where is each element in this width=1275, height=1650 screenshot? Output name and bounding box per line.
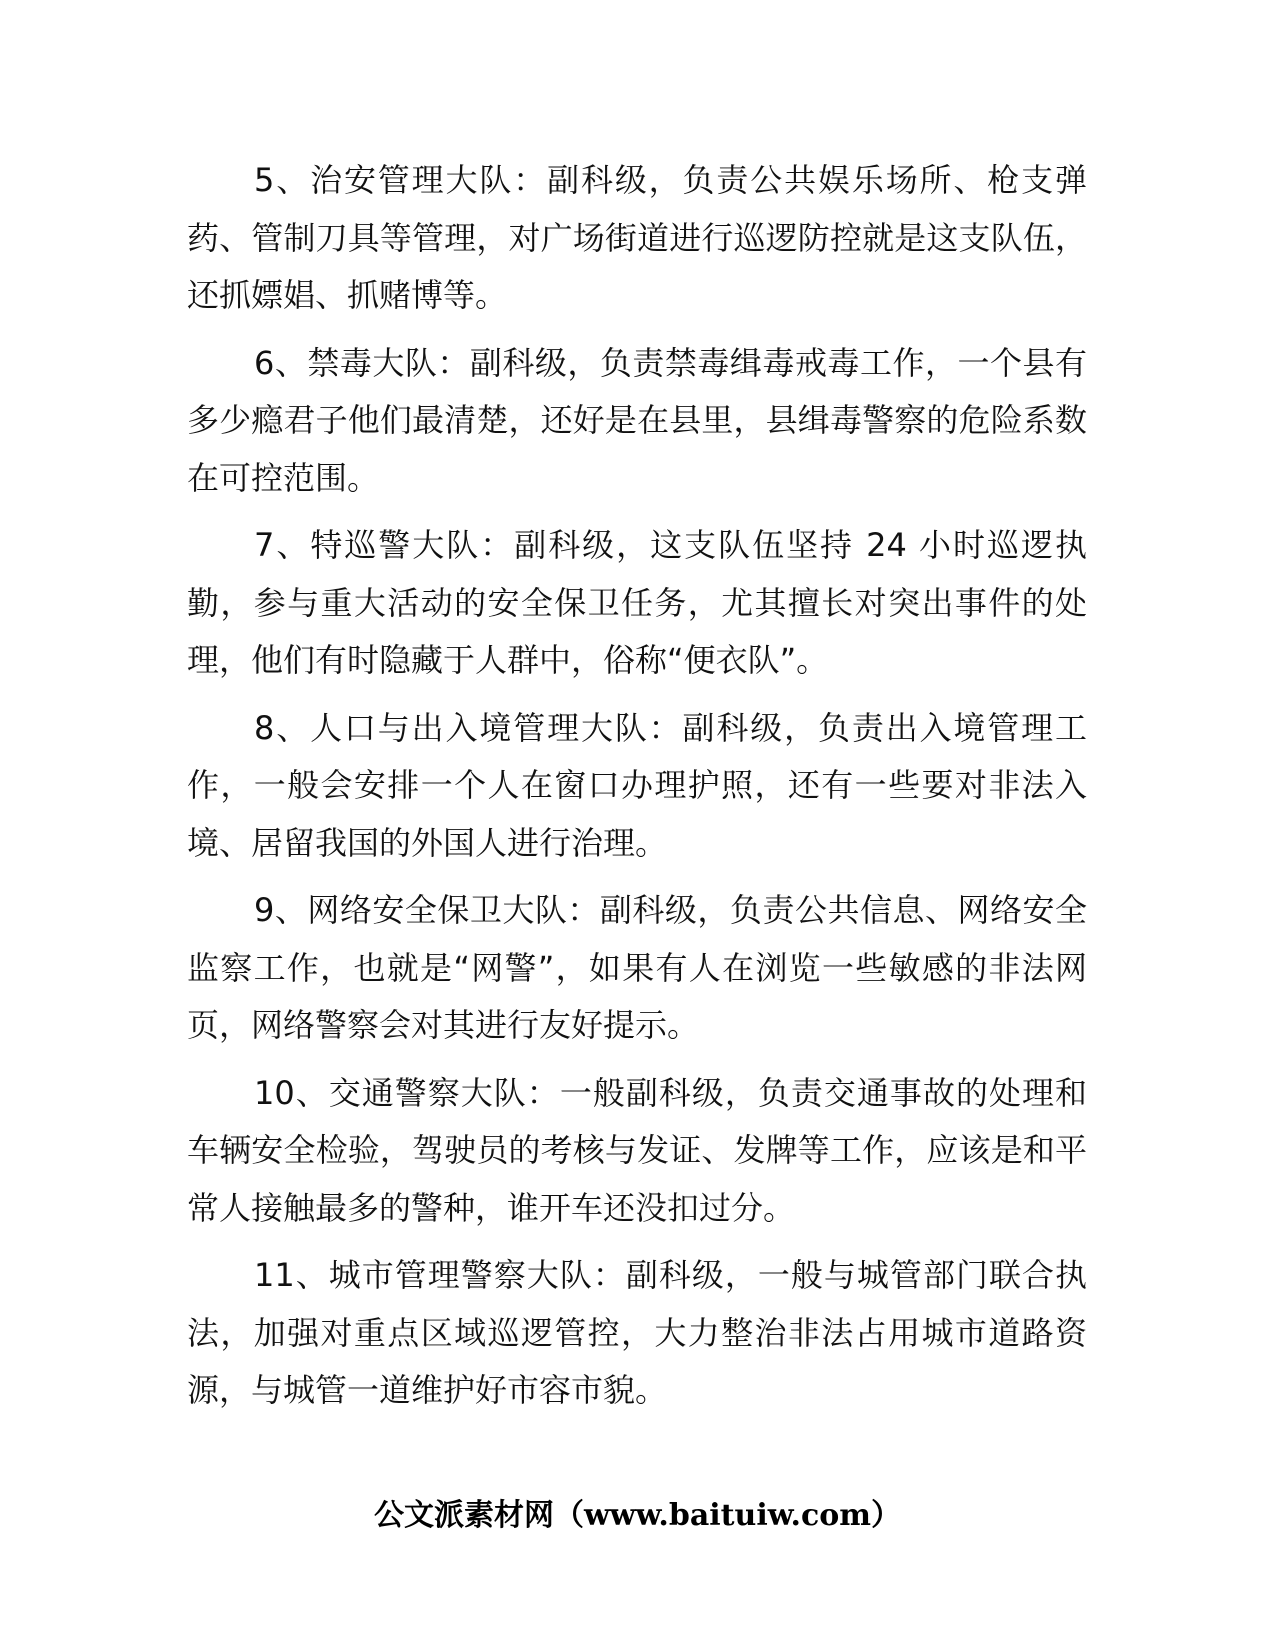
paragraph-traffic-police-brigade: 10、交通警察大队：一般副科级，负责交通事故的处理和车辆安全检验，驾驶员的考核与发证、发牌等工作，应该是和平常人接触最多的警种，谁开车还没扣过分。 bbox=[187, 1073, 1087, 1227]
document-body bbox=[187, 152, 1087, 1430]
paragraph-urban-management-brigade: 11、城市管理警察大队：副科级，一般与城管部门联合执法，加强对重点区域巡逻管控，大力整治非法占用城市道路资源，与城管一道维护好市容市貌。 bbox=[187, 1256, 1087, 1409]
paragraph-immigration-brigade: 8、人口与出入境管理大队：副科级，负责出入境管理工作，一般会安排一个人在窗口办理护照，还有一些要对非法入境、居留我国的外国人进行治理。 bbox=[187, 708, 1087, 862]
paragraph-special-patrol-brigade: 7、特巡警大队：副科级，这支队伍坚持 24 小时巡逻执勤，参与重大活动的安全保卫任务，尤其擅长对突出事件的处理，他们有时隐藏于人群中，俗称“便衣队”。 bbox=[187, 526, 1087, 679]
paragraph-narcotics-brigade: 6、禁毒大队：副科级，负责禁毒缉毒戒毒工作，一个县有多少瘾君子他们最清楚，还好是在县里，县缉毒警察的危险系数在可控范围。 bbox=[187, 343, 1087, 497]
paragraph-public-security-brigade: 5、治安管理大队：副科级，负责公共娱乐场所、枪支弹药、管制刀具等管理，对广场街道进行巡逻防控就是这支队伍，还抓嫖娼、抓赌博等。 bbox=[187, 161, 1087, 314]
paragraph-cyber-security-brigade: 9、网络安全保卫大队：副科级，负责公共信息、网络安全监察工作，也就是“网警”，如果有人在浏览一些敏感的非法网页，网络警察会对其进行友好提示。 bbox=[187, 891, 1087, 1044]
page-footer: 公文派素材网（www.baituiw.com） bbox=[373, 1498, 902, 1533]
